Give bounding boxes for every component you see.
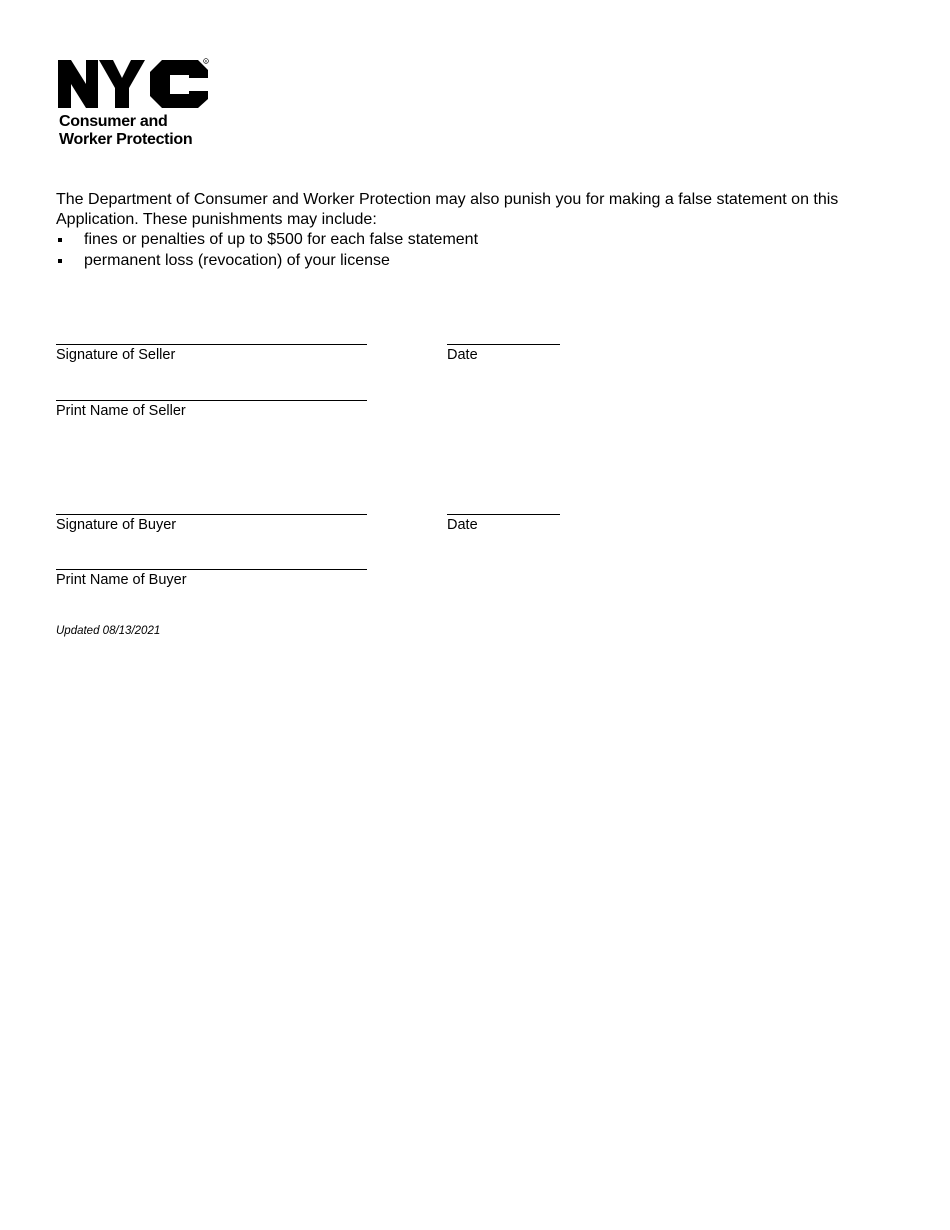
logo-line-consumer: Consumer and xyxy=(59,113,168,130)
seller-date-label: Date xyxy=(447,347,478,363)
bullet-icon xyxy=(58,259,62,263)
list-item-text: fines or penalties of up to $500 for each false statement xyxy=(84,231,479,248)
buyer-print-name-line[interactable] xyxy=(56,569,367,570)
nyc-wordmark-icon xyxy=(58,58,210,110)
list-item xyxy=(56,251,478,272)
svg-text:R: R xyxy=(204,59,208,64)
list-item xyxy=(56,230,478,251)
buyer-date-label: Date xyxy=(447,517,478,533)
seller-print-name-line[interactable] xyxy=(56,400,367,401)
buyer-signature-label: Signature of Buyer xyxy=(56,517,177,533)
list-item-text: permanent loss (revocation) of your license xyxy=(84,251,390,269)
logo-line-worker-protection: Worker Protection xyxy=(59,131,193,148)
penalty-notice: The Department of Consumer and Worker Protection may also punish you for making a false statement on this Application. These punishments may include: xyxy=(56,191,839,228)
seller-signature-label: Signature of Seller xyxy=(56,347,176,363)
seller-date-line[interactable] xyxy=(447,344,560,345)
buyer-print-name-label: Print Name of Buyer xyxy=(56,572,187,588)
penalty-list xyxy=(56,230,478,271)
bullet-icon xyxy=(58,238,62,242)
nyc-logo xyxy=(58,58,218,150)
seller-print-name-label: Print Name of Seller xyxy=(56,403,186,419)
updated-date: Updated 08/13/2021 xyxy=(56,625,161,637)
seller-signature-line[interactable] xyxy=(56,344,367,345)
buyer-signature-line[interactable] xyxy=(56,514,367,515)
buyer-date-line[interactable] xyxy=(447,514,560,515)
